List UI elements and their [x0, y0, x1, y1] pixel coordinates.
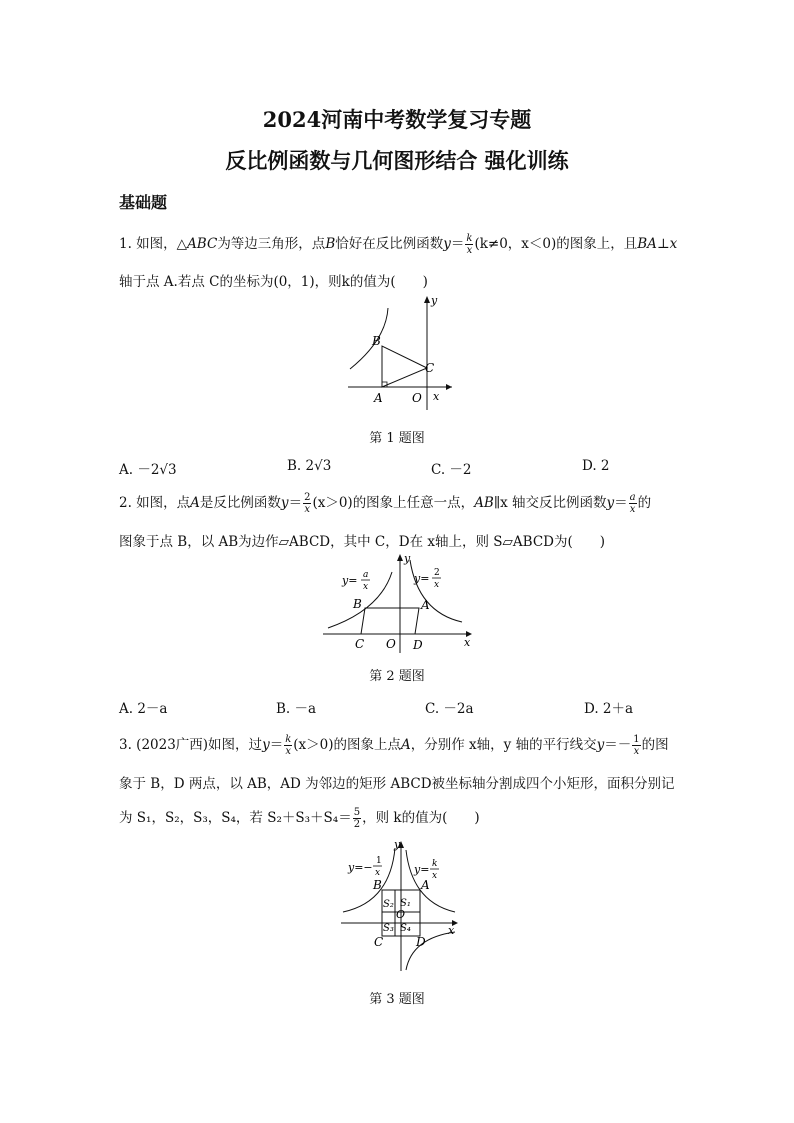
q2-fraction-2 — [629, 492, 637, 515]
q3-curve-q1 — [406, 850, 455, 912]
q3-text: 为 S₁，S₂，S₃，S₄，若 S₂＋S₃＋S₄＝ — [119, 810, 352, 826]
q2-line-2: 图象于点 B，以 AB为边作▱ABCD，其中 C，D在 x轴上，则 S▱ABCD为( ) — [119, 534, 606, 550]
q3-frac3-den: 2 — [353, 819, 361, 830]
q2-figure — [320, 552, 475, 656]
q3-line-3 — [119, 806, 480, 830]
q1-line-1 — [119, 232, 677, 256]
q2-label-y: y — [404, 552, 411, 565]
q3-fraction-1 — [284, 734, 292, 757]
q1-label-o: O — [412, 391, 422, 405]
q3-frac3-num: 5 — [353, 807, 361, 818]
q3-frac1-den: x — [285, 746, 292, 757]
q3-label-s2: S₂ — [383, 899, 394, 910]
q1-label-a: A — [374, 391, 383, 405]
q2-eq2: ＝ — [614, 495, 628, 511]
q1-label-b: B — [372, 334, 381, 348]
q3-label-b: B — [373, 878, 382, 892]
q1-figure — [340, 292, 460, 414]
q3-fraction-3 — [353, 807, 361, 830]
q2-y-arrow — [397, 554, 403, 561]
q2-label-x: x — [464, 636, 471, 649]
q1-eq: ＝ — [450, 236, 465, 252]
q1-text: 恰好在反比例函数 — [335, 236, 444, 252]
q3-figure — [338, 838, 460, 974]
q1-option-c[interactable]: C. －2 — [431, 462, 472, 478]
q2-left-label: y= — [342, 574, 358, 587]
q3-label-s4: S₄ — [400, 923, 411, 934]
q2-line-1 — [119, 491, 651, 515]
q1-perp: ⊥ — [656, 236, 670, 252]
q2-text: 的图象上任意一点， — [352, 495, 475, 511]
q3-eq2: ＝－ — [604, 737, 632, 753]
q2-frac1-den: x — [304, 504, 311, 515]
q3-label-x: x — [448, 924, 455, 937]
q2-frac2-den: x — [629, 504, 636, 515]
q1-y-arrow — [424, 296, 430, 303]
q3-text: 的图 — [641, 737, 669, 753]
q2-label-a: A — [421, 598, 430, 612]
q2-parallelogram — [361, 608, 419, 634]
q2-text: 是反比例函数 — [199, 495, 281, 511]
q2-left-den: x — [363, 582, 369, 592]
q1-label-x: x — [433, 390, 440, 403]
q3-right-den: x — [432, 871, 438, 881]
q2-frac1-num: 2 — [304, 492, 311, 503]
q3-frac2-den: x — [633, 746, 640, 757]
q3-caption: 第 3 题图 — [369, 992, 425, 1007]
q1-option-b[interactable]: B. 2√3 — [287, 458, 332, 474]
q3-text: ，则 k的值为( ) — [362, 810, 480, 826]
q1-option-d[interactable]: D. 2 — [582, 458, 610, 474]
q2-fraction-1 — [303, 492, 311, 515]
q3-left-num: 1 — [376, 856, 382, 866]
q1-x: x — [669, 236, 678, 252]
q3-y: y — [262, 737, 270, 753]
q3-fraction-2 — [632, 734, 640, 757]
q1-label-c: C — [425, 361, 435, 375]
q2-option-a[interactable]: A. 2－a — [119, 701, 168, 717]
q3-y2: y — [596, 737, 605, 753]
q3-text: 的图象上点 — [333, 737, 402, 753]
q1-option-a[interactable]: A. －2√3 — [119, 462, 177, 478]
q1-cond: (k≠0，x＜0) — [474, 236, 557, 252]
q3-curve-q4 — [406, 932, 455, 970]
q3-line-2: 象于 B，D 两点，以 AB，AD 为邻边的矩形 ABCD被坐标轴分割成四个小矩形，面积分别记 — [119, 776, 675, 792]
q2-label-o: O — [386, 637, 396, 651]
q3-right-label: y= — [414, 863, 430, 876]
q3-label-d: D — [416, 935, 426, 949]
q2-right-den: x — [434, 580, 440, 590]
q2-text: 的 — [637, 495, 652, 511]
title-line-1: 2024河南中考数学复习专题 — [262, 107, 532, 132]
q2-right-label: y= — [414, 572, 430, 585]
q2-ab: AB — [474, 495, 494, 511]
q2-label-c: C — [355, 637, 365, 651]
q2-cond: (x＞0) — [312, 495, 353, 511]
q2-frac2-num: a — [629, 492, 636, 503]
q1-text: 为等边三角形，点 — [217, 236, 326, 252]
q2-text: ∥x 轴交反比例函数 — [493, 495, 607, 511]
q2-option-c[interactable]: C. －2a — [425, 701, 474, 717]
q1-y: y — [443, 236, 451, 252]
q3-label-y: y — [394, 838, 401, 851]
q3-text: ，分别作 x轴，y 轴的平行线交 — [410, 737, 597, 753]
q1-caption: 第 1 题图 — [369, 431, 425, 446]
q3-label-c: C — [374, 935, 384, 949]
q1-fraction — [465, 233, 473, 256]
q1-text: 1. 如图，△ — [119, 236, 188, 252]
q3-eq: ＝ — [269, 737, 284, 753]
q2-right-num: 2 — [434, 568, 440, 578]
q1-abc: ABC — [187, 236, 218, 252]
q3-label-o: O — [396, 908, 406, 921]
section-heading: 基础题 — [119, 193, 168, 212]
q1-ba: BA — [637, 236, 657, 252]
q2-y: y — [280, 495, 289, 511]
q2-option-b[interactable]: B. －a — [276, 701, 317, 717]
q1-line-2: 轴于点 A.若点 C的坐标为(0，1)，则k的值为( ) — [119, 274, 428, 290]
q2-y2: y — [606, 495, 615, 511]
q3-left-den: x — [375, 868, 381, 878]
q1-text: 的图象上，且 — [556, 236, 638, 252]
q2-label-d: D — [413, 638, 423, 652]
q2-option-d[interactable]: D. 2＋a — [584, 701, 634, 717]
q2-caption: 第 2 题图 — [369, 669, 425, 684]
q1-frac-num: k — [466, 233, 473, 244]
q3-point-a: A — [401, 737, 411, 753]
q2-text: 2. 如图，点 — [119, 495, 191, 511]
q1-triangle — [382, 346, 427, 387]
q3-cond: (x＞0) — [293, 737, 334, 753]
q3-label-s1: S₁ — [400, 898, 411, 909]
q2-eq: ＝ — [288, 495, 303, 511]
q3-label-s3: S₃ — [383, 923, 394, 934]
q3-frac1-num: k — [285, 734, 292, 745]
q3-line-1 — [119, 733, 669, 757]
q3-right-num: k — [432, 859, 438, 869]
q1-point-b: B — [325, 236, 336, 252]
q3-frac2-num: 1 — [633, 734, 640, 745]
q2-left-num: a — [363, 570, 369, 580]
q1-frac-den: x — [466, 245, 473, 256]
q3-left-label: y=− — [348, 861, 373, 874]
title-line-2: 反比例函数与几何图形结合 强化训练 — [225, 148, 569, 173]
q2-point-a: A — [190, 495, 200, 511]
q3-label-a: A — [421, 878, 430, 892]
q2-label-b: B — [353, 597, 362, 611]
q1-label-y: y — [431, 294, 438, 307]
q3-text: 3. (2023广西)如图，过 — [119, 737, 263, 753]
q1-x-arrow — [446, 384, 452, 390]
